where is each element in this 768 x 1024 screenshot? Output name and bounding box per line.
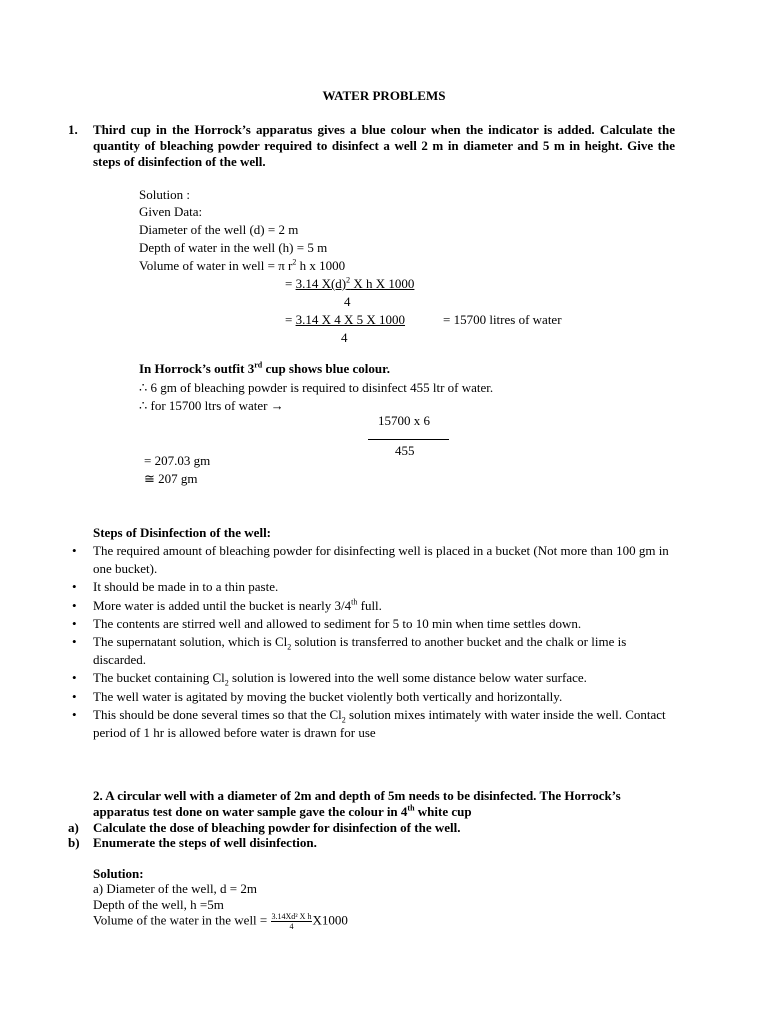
- page-title: WATER PROBLEMS: [322, 88, 446, 103]
- volume-fraction: [271, 912, 313, 931]
- question-2-line-2: [93, 804, 472, 820]
- list-item: [72, 578, 676, 596]
- horrock-line-2: ∴ for 15700 ltrs of water →: [139, 398, 284, 413]
- formula-2-result: = 15700 litres of water: [443, 312, 562, 327]
- step-text-tail: solution mixes intimately with water inside the well. Contact period of 1 hr is allowed before water is drawn for use: [93, 706, 666, 741]
- calc-result-1: = 207.03 gm: [144, 453, 211, 468]
- q2-line2-a: apparatus test done on water sample gave the colour in 4: [93, 804, 408, 819]
- solution-2-label: Solution:: [93, 866, 144, 881]
- horrock-line-1: ∴ 6 gm of bleaching powder is required to disinfect 455 ltr of water.: [139, 380, 494, 395]
- steps-heading: Steps of Disinfection of the well:: [93, 525, 272, 540]
- step-text: The supernatant solution, which is Cl: [93, 634, 288, 650]
- question-number: 1.: [68, 122, 78, 137]
- horrock-heading: [139, 361, 390, 377]
- horrock-heading-sup: rd: [254, 360, 263, 370]
- horrock-heading-b: cup shows blue colour.: [262, 361, 390, 376]
- list-item: [72, 688, 676, 706]
- q2-line2-b: white cup: [414, 804, 472, 819]
- given-data-label: Given Data:: [139, 204, 203, 219]
- step-text: The contents are stirred well and allowed to sediment for 5 to 10 min when time settles down.: [93, 615, 582, 631]
- step-text: More water is added until the bucket is nearly 3/4: [93, 597, 352, 613]
- list-item: [72, 542, 676, 578]
- formula-1-numerator-b: X h X 1000: [350, 276, 415, 291]
- square-exponent: 2: [292, 257, 297, 267]
- formula-2-numerator: 3.14 X 4 X 5 X 1000: [295, 312, 406, 327]
- step-sub: 2: [287, 642, 292, 652]
- diameter-line: Diameter of the well (d) = 2 m: [139, 222, 299, 237]
- formula-1-denominator: 4: [344, 294, 351, 309]
- formula-2-eq: =: [285, 312, 296, 327]
- q2-a-text: Calculate the dose of bleaching powder for disinfection of the well.: [93, 820, 461, 835]
- solution-2-volume: [93, 912, 348, 931]
- depth-line: Depth of water in the well (h) = 5 m: [139, 240, 328, 255]
- step-sub: 2: [224, 679, 229, 689]
- fraction-bar: [368, 439, 449, 440]
- formula-1-numerator: [296, 276, 415, 291]
- solution-label: Solution :: [139, 187, 190, 202]
- q2-line2-sup: th: [407, 803, 415, 813]
- formula-1-exponent: 2: [346, 275, 351, 285]
- solution-2-depth: Depth of the well, h =5m: [93, 897, 224, 912]
- q2-a-label: a): [68, 820, 79, 835]
- volume-suffix-2: X1000: [312, 912, 348, 928]
- horrock-heading-a: In Horrock’s outfit 3: [139, 361, 255, 376]
- volume-suffix: h x 1000: [296, 258, 346, 273]
- list-item: [72, 633, 676, 669]
- calc-result-2: ≅ 207 gm: [144, 471, 198, 486]
- fraction-denominator: 4: [289, 922, 294, 931]
- volume-line: [139, 258, 345, 274]
- list-item: [72, 615, 676, 633]
- list-item: [72, 669, 676, 687]
- formula-2-denominator: 4: [341, 330, 348, 345]
- step-text: This should be done several times so that the Cl: [93, 706, 342, 722]
- step-text: The required amount of bleaching powder for disinfecting well is placed in a bucket (Not more than 100 gm in one bucket).: [93, 543, 669, 577]
- formula-1-numerator-a: 3.14 X(d): [295, 276, 347, 291]
- step-text-tail: solution is transferred to another bucket and the chalk or lime is discarded.: [93, 634, 627, 668]
- question-1-text: Third cup in the Horrock’s apparatus gives a blue colour when the indicator is added. Calculate the quantity of bleaching powder required to disinfect a well 2 m in diameter and 5 m in height. Give the steps of disinfection of the well.: [93, 122, 675, 169]
- step-text-tail: solution is lowered into the well some distance below water surface.: [228, 670, 587, 686]
- step-sub: 2: [341, 715, 346, 725]
- list-item: [72, 597, 676, 615]
- formula-1-eq: =: [285, 276, 296, 291]
- q2-b-label: b): [68, 835, 80, 850]
- formula-2: [285, 312, 405, 328]
- step-text: The well water is agitated by moving the bucket violently both vertically and horizontally.: [93, 688, 563, 704]
- q2-b-text: Enumerate the steps of well disinfection.: [93, 835, 317, 850]
- step-text: It should be made in to a thin paste.: [93, 579, 279, 595]
- list-item: [72, 706, 676, 742]
- fraction-numerator: 3.14Xd² X h: [271, 912, 312, 921]
- volume-prefix-2: Volume of the water in the well =: [93, 912, 271, 928]
- formula-1: [285, 276, 414, 292]
- step-text-tail: full.: [357, 597, 382, 613]
- question-2-line-1: 2. A circular well with a diameter of 2m and depth of 5m needs to be disinfected. The Horrock’s: [93, 788, 621, 803]
- calc-denominator: 455: [395, 443, 415, 458]
- volume-prefix: Volume of water in well = π r: [139, 258, 293, 273]
- calc-numerator: 15700 x 6: [378, 413, 430, 428]
- solution-2-diameter: a) Diameter of the well, d = 2m: [93, 881, 257, 896]
- step-sup: th: [351, 597, 358, 607]
- step-text: The bucket containing Cl: [93, 670, 225, 686]
- steps-list: [72, 542, 676, 742]
